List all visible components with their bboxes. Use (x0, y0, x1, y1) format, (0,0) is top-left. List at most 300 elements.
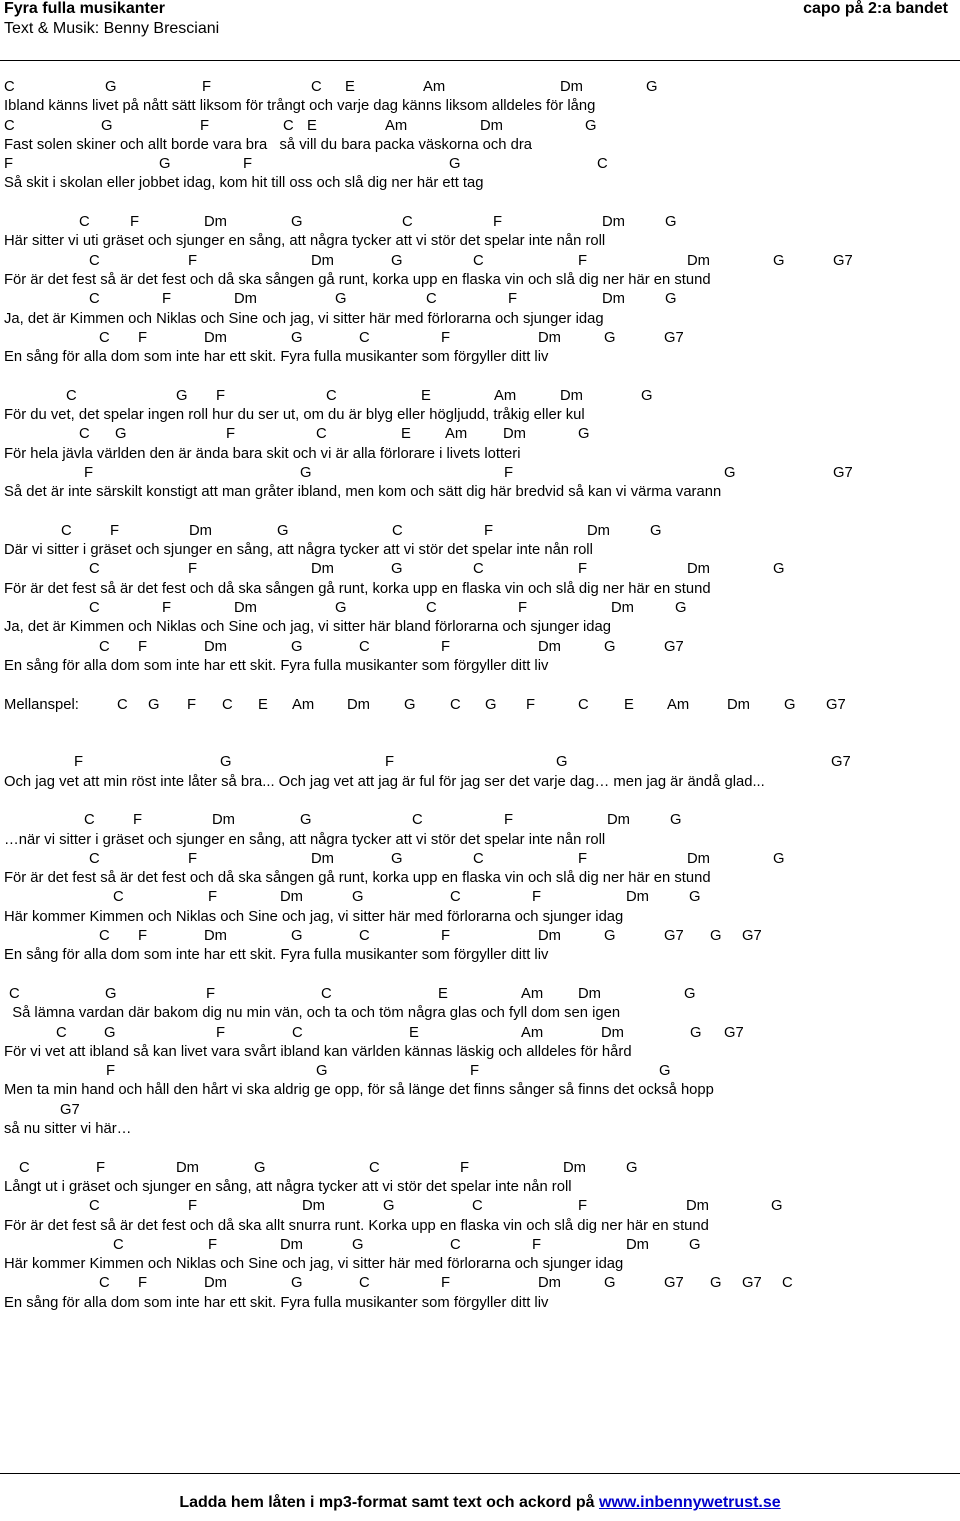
chord: G (176, 387, 188, 404)
lyric-line (0, 831, 960, 850)
chord: F (138, 638, 148, 655)
chord: F (385, 754, 395, 771)
chord-line (0, 1197, 960, 1216)
lyric-line (0, 618, 960, 637)
chord: C (113, 889, 124, 906)
chord: F (518, 600, 528, 617)
chord: G (578, 426, 590, 443)
chord: Dm (560, 387, 584, 404)
lyric-line (0, 1178, 960, 1197)
chord: G (556, 754, 568, 771)
chord: F (208, 1236, 218, 1253)
blank-line (0, 966, 960, 985)
chord: C (84, 812, 95, 829)
chord: G (449, 156, 461, 173)
lyric-text: Ibland känns livet på nått sätt liksom för trångt och varje dag känns liksom alldeles för lång (4, 98, 596, 115)
chord: G7 (664, 638, 684, 655)
chord: C (99, 1275, 110, 1292)
chord: F (504, 464, 514, 481)
chord: Am (385, 117, 408, 134)
lyric-line (0, 310, 960, 329)
chord: C (359, 329, 370, 346)
chord: G (724, 464, 736, 481)
chord: C (89, 600, 100, 617)
lyric-text: En sång för alla dom som inte har ett skit. Fyra fulla musikanter som förgyller ditt liv (4, 1294, 549, 1311)
chord: C (359, 638, 370, 655)
lyric-text: En sång för alla dom som inte har ett skit. Fyra fulla musikanter som förgyller ditt liv (4, 657, 549, 674)
lyric-text: En sång för alla dom som inte har ett skit. Fyra fulla musikanter som förgyller ditt liv (4, 349, 549, 366)
chord: E (421, 387, 431, 404)
chord: Dm (204, 638, 228, 655)
chord: C (412, 812, 423, 829)
chord: C (450, 696, 461, 713)
website-link[interactable]: www.inbennywetrust.se (598, 1494, 781, 1511)
chord: C (473, 561, 484, 578)
chord-line (0, 78, 960, 97)
chord: Dm (347, 696, 371, 713)
chord: G (710, 1275, 722, 1292)
chord: Am (494, 387, 517, 404)
chord: F (138, 329, 148, 346)
chord: C (369, 1159, 380, 1176)
lyric-text: För vi vet att ibland så kan livet vara svårt ibland kan världen kännas läskig och alldeles för hård (4, 1043, 632, 1060)
chord: F (188, 561, 198, 578)
chord: Am (445, 426, 468, 443)
lyric-text: Ja, det är Kimmen och Niklas och Sine och jag, vi sitter här bland förlorarna och sjunger idag (4, 619, 611, 636)
chord: C (402, 214, 413, 231)
chord: G (675, 600, 687, 617)
chord-line (0, 1274, 960, 1293)
chord-line (0, 290, 960, 309)
chord: G (115, 426, 127, 443)
chord: C (89, 1198, 100, 1215)
chord: C (597, 156, 608, 173)
chord: G (689, 1236, 701, 1253)
chord: Am (521, 985, 544, 1002)
chord: Dm (602, 214, 626, 231)
chord: E (438, 985, 448, 1002)
chord: G (391, 252, 403, 269)
chord-line (0, 329, 960, 348)
chord: G (352, 889, 364, 906)
lyric-text: …när vi sitter i gräset och sjunger en sång, att några tycker att vi stör det spelar inte nån roll (4, 831, 606, 848)
chord: G (641, 387, 653, 404)
chord: F (130, 214, 140, 231)
chord-line (0, 522, 960, 541)
chord: F (138, 1275, 148, 1292)
chord: G (773, 561, 785, 578)
chord-line (0, 155, 960, 174)
chord: C (99, 638, 110, 655)
blank-line (0, 734, 960, 753)
chord: G7 (664, 1275, 684, 1292)
chord: Dm (503, 426, 527, 443)
lyric-line (0, 1004, 960, 1023)
chord: Am (423, 79, 446, 95)
chord: G (684, 985, 696, 1002)
lyric-line (0, 1217, 960, 1236)
chord: C (89, 291, 100, 308)
chord: F (532, 889, 542, 906)
chord: G (659, 1063, 671, 1080)
blank-line (0, 1139, 960, 1158)
chord: G7 (60, 1101, 80, 1118)
lyric-text: Men ta min hand och håll den hårt vi ska aldrig ge opp, för så länge det finns sånger så finns det också hopp (4, 1082, 714, 1099)
lyric-line (0, 657, 960, 676)
chord: F (508, 291, 518, 308)
chord: Dm (204, 329, 228, 346)
chord-line (0, 888, 960, 907)
chord-line (0, 811, 960, 830)
chord-line (0, 985, 960, 1004)
chord: G (352, 1236, 364, 1253)
chord: C (222, 696, 233, 713)
chord: G (291, 329, 303, 346)
chord: Am (667, 696, 690, 713)
chord: C (117, 696, 128, 713)
chord: F (188, 1198, 198, 1215)
chord: G (391, 850, 403, 867)
lyric-text: Här kommer Kimmen och Niklas och Sine och jag, vi sitter här med förlorarna och sjunger idag (4, 908, 624, 925)
chord: G (291, 1275, 303, 1292)
chord: Dm (311, 561, 335, 578)
lyric-text: En sång för alla dom som inte har ett skit. Fyra fulla musikanter som förgyller ditt liv (4, 947, 549, 964)
chord: F (460, 1159, 470, 1176)
chord: Dm (587, 522, 611, 539)
chord: Am (521, 1024, 544, 1041)
chord: G (604, 1275, 616, 1292)
lyric-line (0, 1120, 960, 1139)
chord-line (0, 464, 960, 483)
chord: C (56, 1024, 67, 1041)
chord: Dm (480, 117, 504, 134)
chord: Dm (311, 252, 335, 269)
chord: G (291, 928, 303, 945)
chord: G (254, 1159, 266, 1176)
lyric-text: För hela jävla världen den är ända bara skit och vi är alla förlorare i livets lotteri (4, 445, 521, 462)
chord: G (300, 812, 312, 829)
footer-divider (0, 1473, 960, 1474)
chord: F (578, 850, 588, 867)
chord: G (300, 464, 312, 481)
chord: C (450, 1236, 461, 1253)
chord: C (4, 117, 15, 134)
lyric-line (0, 174, 960, 193)
lyric-text: Här sitter vi uti gräset och sjunger en sång, att några tycker att vi stör det spelar inte nån roll (4, 233, 606, 250)
blank-line (0, 676, 960, 695)
lyric-text: Långt ut i gräset och sjunger en sång, att några tycker att vi stör det spelar inte nån roll (4, 1178, 572, 1195)
chord: Dm (538, 1275, 562, 1292)
chord: F (243, 156, 253, 173)
chord: G (710, 928, 722, 945)
chord: C (79, 426, 90, 443)
chord: G (604, 638, 616, 655)
lyric-line (0, 271, 960, 290)
chord: Dm (687, 850, 711, 867)
chord: G7 (826, 696, 846, 713)
lyric-line (0, 97, 960, 116)
chord: C (473, 850, 484, 867)
chord-line (0, 696, 960, 715)
chord: F (470, 1063, 480, 1080)
chord: G (316, 1063, 328, 1080)
chord: F (526, 696, 536, 713)
chord: C (316, 426, 327, 443)
chord: C (426, 600, 437, 617)
song-credits: Text & Musik: Benny Bresciani (4, 20, 220, 37)
chord: F (208, 889, 218, 906)
chord: G (670, 812, 682, 829)
chord: Dm (727, 696, 751, 713)
chord: C (66, 387, 77, 404)
chord-line (0, 1101, 960, 1120)
chord: G (604, 329, 616, 346)
blank-line (0, 715, 960, 734)
chord: F (106, 1063, 116, 1080)
chord: F (484, 522, 494, 539)
chord: E (307, 117, 317, 134)
chord: G (689, 889, 701, 906)
chord: F (138, 928, 148, 945)
chord: F (578, 252, 588, 269)
song-body (0, 78, 960, 1313)
lyric-line (0, 773, 960, 792)
chord: G (690, 1024, 702, 1041)
lyric-line (0, 946, 960, 965)
chord: F (133, 812, 143, 829)
lyric-line (0, 232, 960, 251)
chord: Dm (204, 214, 228, 231)
chord: C (359, 1275, 370, 1292)
chord: Dm (212, 812, 236, 829)
chord: Dm (204, 1275, 228, 1292)
chord: G (771, 1198, 783, 1215)
chord: C (19, 1159, 30, 1176)
chord: F (578, 561, 588, 578)
chord-line (0, 1236, 960, 1255)
chord: G (604, 928, 616, 945)
chord-line (0, 560, 960, 579)
chord: Dm (560, 79, 584, 95)
chord: G7 (664, 928, 684, 945)
chord: C (89, 850, 100, 867)
chord: Dm (311, 850, 335, 867)
chord: G (105, 79, 117, 95)
chord: G (646, 79, 658, 95)
chord: Dm (538, 329, 562, 346)
blank-line (0, 367, 960, 386)
lyric-text: Fast solen skiner och allt borde vara bra så vill du bara packa väskorna och dra (4, 136, 533, 153)
chord: F (441, 329, 451, 346)
chord: C (9, 985, 20, 1002)
chord-line (0, 213, 960, 232)
header-divider (0, 60, 960, 61)
chord: C (311, 79, 322, 95)
chord: F (504, 812, 514, 829)
chord: Dm (626, 889, 650, 906)
lyric-line (0, 445, 960, 464)
chord: G (335, 600, 347, 617)
chord: G (291, 638, 303, 655)
capo-note: capo på 2:a bandet (803, 0, 948, 17)
chord: E (409, 1024, 419, 1041)
chord: Am (292, 696, 315, 713)
chord: Dm (686, 1198, 710, 1215)
chord: C (578, 696, 589, 713)
chord: F (110, 522, 120, 539)
lyric-text: Här kommer Kimmen och Niklas och Sine och jag, vi sitter här med förlorarna och sjunger idag (4, 1256, 624, 1273)
chord: F (188, 850, 198, 867)
chord: G (220, 754, 232, 771)
chord: Dm (563, 1159, 587, 1176)
chord: G7 (831, 754, 851, 771)
lyric-text: För är det fest så är det fest och då ska allt snurra runt. Korka upp en flaska vin och slå dig ner här en stund (4, 1217, 709, 1234)
chord: E (624, 696, 634, 713)
chord: C (283, 117, 294, 134)
blank-line (0, 194, 960, 213)
chord: F (4, 156, 14, 173)
chord: F (162, 600, 172, 617)
chord: G (335, 291, 347, 308)
chord: G (277, 522, 289, 539)
chord: G (291, 214, 303, 231)
lyric-line (0, 908, 960, 927)
chord: G (626, 1159, 638, 1176)
chord: Dm (234, 600, 258, 617)
chord: G (773, 850, 785, 867)
chord-line (0, 753, 960, 772)
lyric-line (0, 1255, 960, 1274)
chord: Dm (607, 812, 631, 829)
chord: F (441, 928, 451, 945)
chord: Dm (602, 291, 626, 308)
chord: Dm (687, 252, 711, 269)
chord-line (0, 1024, 960, 1043)
chord: G7 (742, 928, 762, 945)
chord: G (485, 696, 497, 713)
lyric-text: Där vi sitter i gräset och sjunger en sång, att några tycker att vi stör det spelar inte nån roll (4, 542, 593, 559)
chord: C (89, 252, 100, 269)
chord: C (359, 928, 370, 945)
chord: C (782, 1275, 793, 1292)
chord: E (345, 79, 355, 95)
lyric-line (0, 869, 960, 888)
chord: F (202, 79, 212, 95)
chord-line (0, 117, 960, 136)
chord: Dm (578, 985, 602, 1002)
lyric-text: Så lämna vardan där bakom dig nu min vän, och ta och töm några glas och fyll dom sen igen (4, 1005, 621, 1022)
chord: Dm (189, 522, 213, 539)
chord: C (292, 1024, 303, 1041)
chord: Mellanspel: (4, 696, 79, 713)
chord: C (426, 291, 437, 308)
chord: C (79, 214, 90, 231)
chord: Dm (538, 928, 562, 945)
chord: C (472, 1198, 483, 1215)
chord: C (326, 387, 337, 404)
lyric-text: Och jag vet att min röst inte låter så bra... Och jag vet att jag är ful för jag ser det varje dag… men jag är ändå glad... (4, 773, 765, 790)
chord-line (0, 638, 960, 657)
chord: F (162, 291, 172, 308)
chord: F (441, 1275, 451, 1292)
chord: Dm (626, 1236, 650, 1253)
lyric-line (0, 348, 960, 367)
chord: F (578, 1198, 588, 1215)
chord: C (99, 329, 110, 346)
chord: C (113, 1236, 124, 1253)
chord-line (0, 425, 960, 444)
chord: F (441, 638, 451, 655)
chord: F (74, 754, 84, 771)
chord: G7 (742, 1275, 762, 1292)
chord: C (473, 252, 484, 269)
chord: Dm (687, 561, 711, 578)
chord: G (585, 117, 597, 134)
chord: F (532, 1236, 542, 1253)
chord: G7 (833, 252, 853, 269)
chord: Dm (538, 638, 562, 655)
chord: E (401, 426, 411, 443)
chord: G (148, 696, 160, 713)
chord-line (0, 927, 960, 946)
lyric-line (0, 580, 960, 599)
lyric-line (0, 1081, 960, 1100)
lyric-text: För är det fest så är det fest och då ska sången gå runt, korka upp en flaska vin och slå dig ner här en stund (4, 271, 711, 288)
lyric-text: För är det fest så är det fest och då ska sången gå runt, korka upp en flaska vin och slå dig ner här en stund (4, 580, 711, 597)
lyric-line (0, 1294, 960, 1313)
song-title: Fyra fulla musikanter (4, 0, 165, 17)
chord: G (665, 291, 677, 308)
chord: Dm (234, 291, 258, 308)
footer (0, 1493, 960, 1513)
chord: C (89, 561, 100, 578)
chord: G (665, 214, 677, 231)
chord: Dm (611, 600, 635, 617)
chord: F (216, 1024, 226, 1041)
footer-text: Ladda hem låten i mp3-format samt text och ackord på (179, 1494, 599, 1511)
chord-line (0, 387, 960, 406)
chord: C (4, 79, 15, 95)
chord: F (226, 426, 236, 443)
chord: F (216, 387, 226, 404)
chord: C (99, 928, 110, 945)
chord: G (650, 522, 662, 539)
chord: Dm (601, 1024, 625, 1041)
chord: G (101, 117, 113, 134)
chord-line (0, 1159, 960, 1178)
chord: F (493, 214, 503, 231)
chord: F (96, 1159, 106, 1176)
blank-line (0, 792, 960, 811)
chord-line (0, 599, 960, 618)
chord: C (61, 522, 72, 539)
chord: F (188, 252, 198, 269)
chord: G7 (724, 1024, 744, 1041)
lyric-text: Så skit i skolan eller jobbet idag, kom hit till oss och slå dig ner här ett tag (4, 175, 484, 192)
chord: F (206, 985, 216, 1002)
lyric-line (0, 136, 960, 155)
chord: G (383, 1198, 395, 1215)
chord-line (0, 252, 960, 271)
chord: G (391, 561, 403, 578)
lyric-text: Så det är inte särskilt konstigt att man gråter ibland, men kom och sätt dig här bredvid så kan vi värma varann (4, 484, 722, 501)
lyric-line (0, 541, 960, 560)
chord-line (0, 850, 960, 869)
chord: G7 (833, 464, 853, 481)
chord: Dm (302, 1198, 326, 1215)
chord: G (773, 252, 785, 269)
chord: Dm (280, 889, 304, 906)
